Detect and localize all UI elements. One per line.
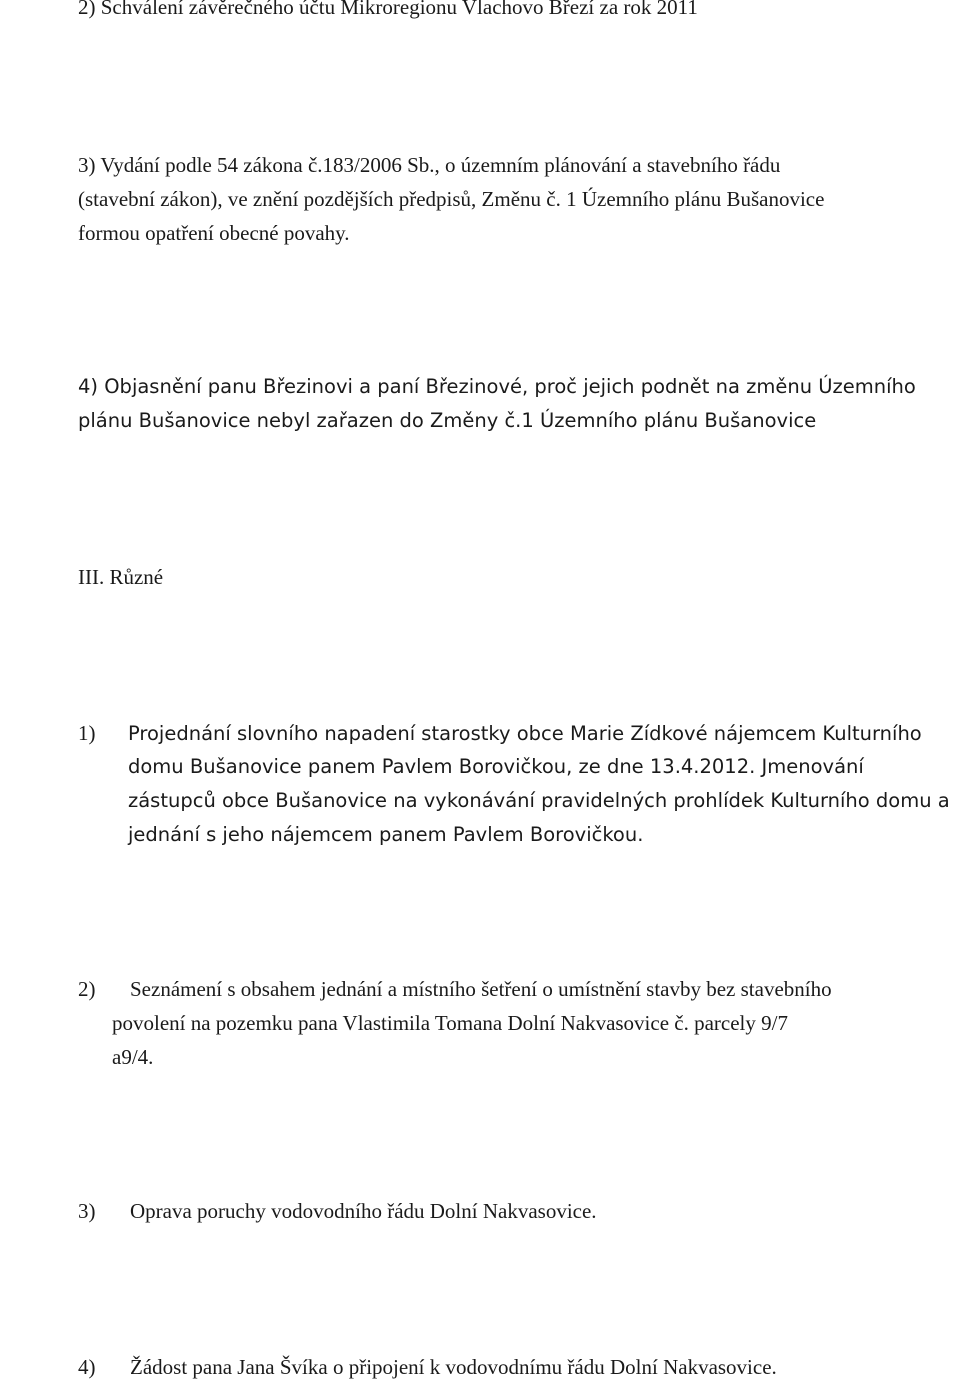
list-item-1-line-3: zástupců obce Bušanovice na vykonávání pravidelných prohlídek Kulturního domu a — [128, 789, 950, 812]
list-item-1-first-line — [78, 716, 922, 751]
agenda-item-3-line-3: formou opatření obecné povahy. — [78, 221, 350, 245]
list-item-number: 2) — [78, 977, 96, 1001]
agenda-item-3-line-1: 3) Vydání podle 54 zákona č.183/2006 Sb., o územním plánování a stavebního řádu — [78, 153, 781, 177]
list-item-number: 3) — [78, 1199, 96, 1223]
agenda-item-4-line-1: 4) Objasnění panu Březinovi a paní Březinové, proč jejich podnět na změnu Územního — [78, 375, 916, 398]
list-item-2-line-2: povolení na pozemku pana Vlastimila Tomana Dolní Nakvasovice č. parcely 9/7 — [112, 1011, 788, 1035]
agenda-item-2-text: 2) Schválení závěrečného účtu Mikroregionu Vlachovo Březí za rok 2011 — [78, 0, 698, 19]
list-item-text: Žádost pana Jana Švíka o připojení k vodovodnímu řádu Dolní Nakvasovice. — [130, 1355, 777, 1379]
list-item-number: 1) — [78, 721, 96, 745]
list-item-text: Oprava poruchy vodovodního řádu Dolní Nakvasovice. — [130, 1199, 597, 1223]
list-item-4-line — [78, 1350, 777, 1384]
list-item-2-first-line — [78, 972, 832, 1006]
section-heading: III. Různé — [78, 565, 164, 589]
list-item-number: 4) — [78, 1355, 96, 1379]
agenda-item-4-line-2: plánu Bušanovice nebyl zařazen do Změny č.1 Územního plánu Bušanovice — [78, 409, 817, 432]
list-item-text: Seznámení s obsahem jednání a místního šetření o umístnění stavby bez stavebního — [130, 977, 832, 1001]
list-item-1-line-4: jednání s jeho nájemcem panem Pavlem Borovičkou. — [128, 823, 644, 846]
agenda-item-3-line-2: (stavební zákon), ve znění pozdějších předpisů, Změnu č. 1 Územního plánu Bušanovice — [78, 187, 825, 211]
list-item-1-line-2: domu Bušanovice panem Pavlem Borovičkou, ze dne 13.4.2012. Jmenování — [128, 755, 864, 778]
list-item-2-line-3: a9/4. — [112, 1045, 154, 1069]
list-item-text: Projednání slovního napadení starostky obce Marie Zídkové nájemcem Kulturního — [128, 722, 922, 745]
list-item-3-line — [78, 1194, 597, 1228]
